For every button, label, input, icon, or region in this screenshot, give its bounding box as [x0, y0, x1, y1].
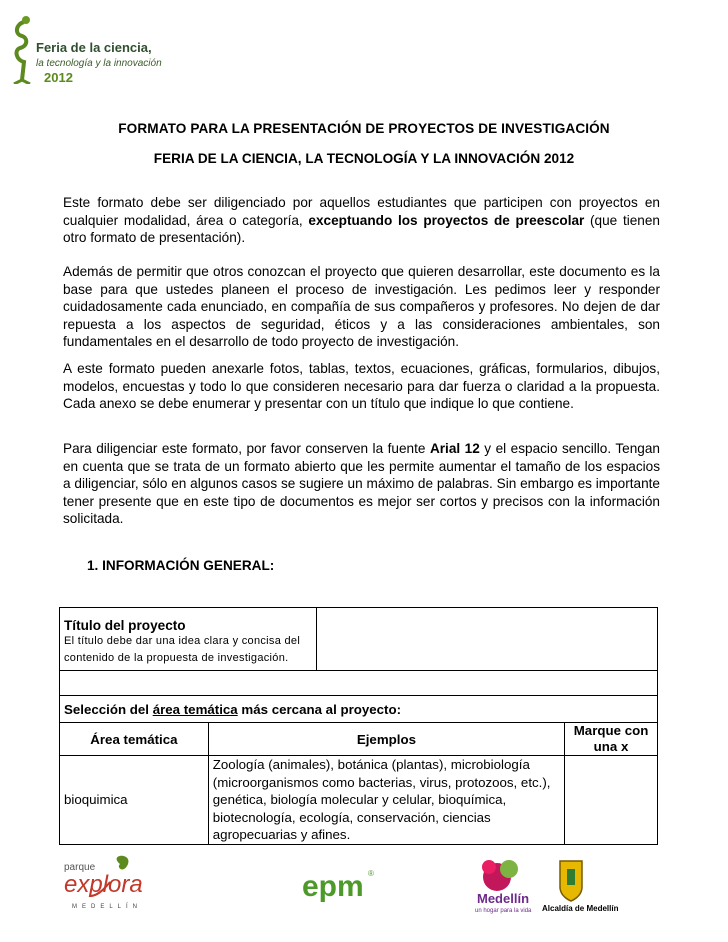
intro-p1-bold: exceptuando los proyectos de preescolar: [308, 212, 585, 228]
intro-paragraph-1: [63, 194, 660, 247]
document-title: FORMATO PARA LA PRESENTACIÓN DE PROYECTOS DE INVESTIGACIÓN: [118, 121, 610, 136]
project-title-note: El título debe dar una idea clara y concisa del contenido de la propuesta de investigación.: [64, 635, 301, 664]
parque-big-text: explora: [64, 871, 143, 898]
examples-cell: Zoología (animales), botánica (plantas), microbiología (microorganismos como bacterias, virus, protozoos, etc.), genética, biología molecular y celular, bioquímica, biotecnología, ecología, conservación, ciencias agropecuarias y afines.: [208, 756, 564, 845]
area-selection-text-end: más cercana al proyecto:: [237, 701, 402, 717]
area-selection-text: Selección del: [64, 701, 153, 717]
intro-paragraph-4: [63, 440, 660, 528]
col-mark-header: Marque con una x: [565, 723, 658, 756]
intro-paragraph-3: A este formato pueden anexarle fotos, tablas, textos, ecuaciones, gráficas, formularios, dibujos, modelos, encuestas y todo lo que consideren necesario para dar fuerza o claridad a la propuesta. Cada anexo se debe enumerar y presentar con un título que indique lo que contiene.: [63, 361, 660, 412]
feria-logo-line1: Feria de la ciencia,: [36, 40, 152, 55]
section-heading: 1. INFORMACIÓN GENERAL:: [87, 558, 275, 573]
alcaldia-text: Alcaldía de Medellín: [542, 904, 619, 913]
parque-explora-logo: [62, 852, 172, 912]
medellin-tagline: un hogar para la vida: [475, 908, 532, 914]
mark-checkbox-cell[interactable]: [565, 756, 658, 845]
feria-logo: [10, 14, 170, 84]
parque-city-text: MEDELLÍN: [72, 904, 143, 910]
medellin-text: Medellín: [477, 891, 530, 906]
feria-logo-line2: la tecnología y la innovación: [36, 58, 162, 69]
feria-logo-year: 2012: [44, 70, 73, 85]
intro-p4-text-end: y el espacio sencillo. Tengan en cuenta que se trata de un formato abierto que les permite aumentar el tamaño de los espacios a diligenciar, sólo en algunos casos se sugiere un máximo de palabras. Sin embargo es importante tener presente que en este tipo de documentos es mejor ser cortos y precisos con la información solicitada.: [63, 441, 660, 527]
epm-text: epm: [302, 870, 364, 903]
project-title-label-cell: [60, 608, 317, 671]
epm-registered-text: ®: [368, 869, 374, 878]
medellin-logo: [473, 855, 543, 915]
col-area-header: Área temática: [60, 723, 209, 756]
document-subtitle: FERIA DE LA CIENCIA, LA TECNOLOGÍA Y LA INNOVACIÓN 2012: [153, 151, 575, 166]
intro-paragraph-2: Además de permitir que otros conozcan el proyecto que quieren desarrollar, este documento es la base para que ustedes planeen el proceso de investigación. Les pedimos leer y responder cuidadosamente cada enunciado, en compañía de sus compañeros y profesores. No dejen de dar repuesta a los aspectos de seguridad, éticos y a las consideraciones ambientales, son fundamentales en el desarrollo de todo proyecto de investigación.: [63, 264, 660, 350]
explora-leaf-icon: [117, 856, 129, 870]
area-selection-underlined: área temática: [152, 701, 238, 717]
project-title-input[interactable]: [316, 608, 657, 671]
area-selection-heading: [60, 696, 658, 723]
intro-p1-text: Este formato debe ser diligenciado por aquellos estudiantes que participen con proyectos en cualquier modalidad, área o categoría,: [63, 195, 660, 228]
project-title-label: Título del proyecto: [64, 618, 186, 633]
area-cell: bioquimica: [60, 756, 209, 845]
spacer-row: [60, 671, 658, 696]
col-examples-header: Ejemplos: [208, 723, 564, 756]
intro-p4-bold: Arial 12: [429, 441, 480, 456]
sponsor-footer: [0, 850, 728, 920]
parque-small-text: parque: [64, 862, 96, 873]
intro-p4-text: Para diligenciar este formato, por favor conserven la fuente: [63, 441, 430, 456]
general-info-table: [59, 607, 658, 845]
alcaldia-logo: [540, 855, 620, 915]
epm-logo: [300, 862, 390, 912]
intro-p1-text-end: (que tienen otro formato de presentación).: [63, 212, 660, 246]
